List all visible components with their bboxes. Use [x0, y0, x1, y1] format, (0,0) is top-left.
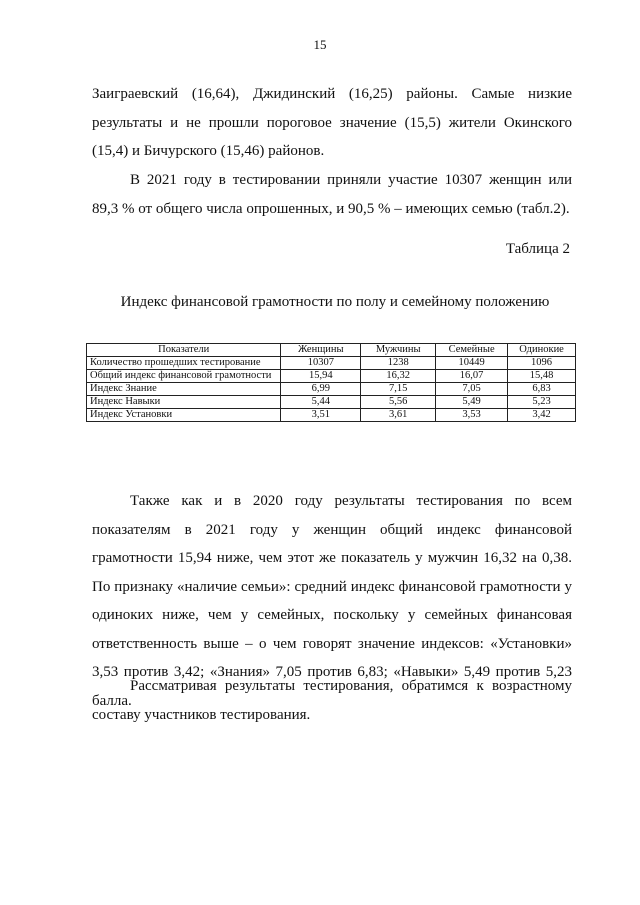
table-row — [87, 370, 576, 383]
table-cell: 3,51 — [281, 409, 361, 422]
table-cell: 15,48 — [508, 370, 576, 383]
table-cell: 3,53 — [436, 409, 508, 422]
table-cell: 15,94 — [281, 370, 361, 383]
table-label: Таблица 2 — [505, 241, 570, 257]
table-cell: 16,32 — [361, 370, 436, 383]
header-family: Семейные — [436, 344, 508, 357]
header-indicators: Показатели — [87, 344, 281, 357]
paragraph-1: Заиграевский (16,64), Джидинский (16,25) районы. Самые низкие результаты и не прошли пороговое значение (15,5) жители Окинского (15,4) и Бичурского (15,46) районов. — [92, 86, 572, 159]
table-cell: 7,15 — [361, 383, 436, 396]
table-cell: 1238 — [361, 357, 436, 370]
paragraph-2: В 2021 году в тестировании приняли участие 10307 женщин или 89,3 % от общего числа опрошенных, и 90,5 % – имеющих семью (табл.2). — [92, 172, 572, 217]
page-number: 15 — [313, 37, 327, 52]
table-cell: 5,23 — [508, 396, 576, 409]
table-row — [87, 396, 576, 409]
table-cell: 3,42 — [508, 409, 576, 422]
table-cell: 10307 — [281, 357, 361, 370]
paragraph-4: Рассматривая результаты тестирования, обратимся к возрастному составу участников тестирования. — [92, 678, 572, 723]
table-cell: 3,61 — [361, 409, 436, 422]
table-header-row — [87, 344, 576, 357]
table-cell: 7,05 — [436, 383, 508, 396]
table-cell: 6,83 — [508, 383, 576, 396]
header-men: Мужчины — [361, 344, 436, 357]
paragraph-3: Также как и в 2020 году результаты тестирования по всем показателям в 2021 году у женщин общий индекс финансовой грамотности 15,94 ниже, чем этот же показатель у мужчин 16,32 на 0,38. По признаку «наличие семьи»: средний индекс финансовой грамотности у одиноких ниже, чем у семейных, поскольку у семейных финансовая ответственность выше – о чем говорят значение индексов: «Установки» 3,53 против 3,42; «Знания» 7,05 против 6,83; «Навыки» 5,49 против 5,23 балла. — [92, 493, 572, 709]
row-label: Индекс Навыки — [87, 396, 281, 409]
table-cell: 5,56 — [361, 396, 436, 409]
table-caption: Индекс финансовой грамотности по полу и семейному положению — [120, 294, 550, 310]
table-cell: 1096 — [508, 357, 576, 370]
row-label: Индекс Знание — [87, 383, 281, 396]
table-cell: 6,99 — [281, 383, 361, 396]
table-row — [87, 383, 576, 396]
table-cell: 5,49 — [436, 396, 508, 409]
row-label: Количество прошедших тестирование — [87, 357, 281, 370]
table-row — [87, 409, 576, 422]
table-row — [87, 357, 576, 370]
row-label: Общий индекс финансовой грамотности — [87, 370, 281, 383]
header-women: Женщины — [281, 344, 361, 357]
data-table — [86, 343, 576, 422]
table-cell: 5,44 — [281, 396, 361, 409]
table-cell: 16,07 — [436, 370, 508, 383]
header-single: Одинокие — [508, 344, 576, 357]
table-cell: 10449 — [436, 357, 508, 370]
row-label: Индекс Установки — [87, 409, 281, 422]
